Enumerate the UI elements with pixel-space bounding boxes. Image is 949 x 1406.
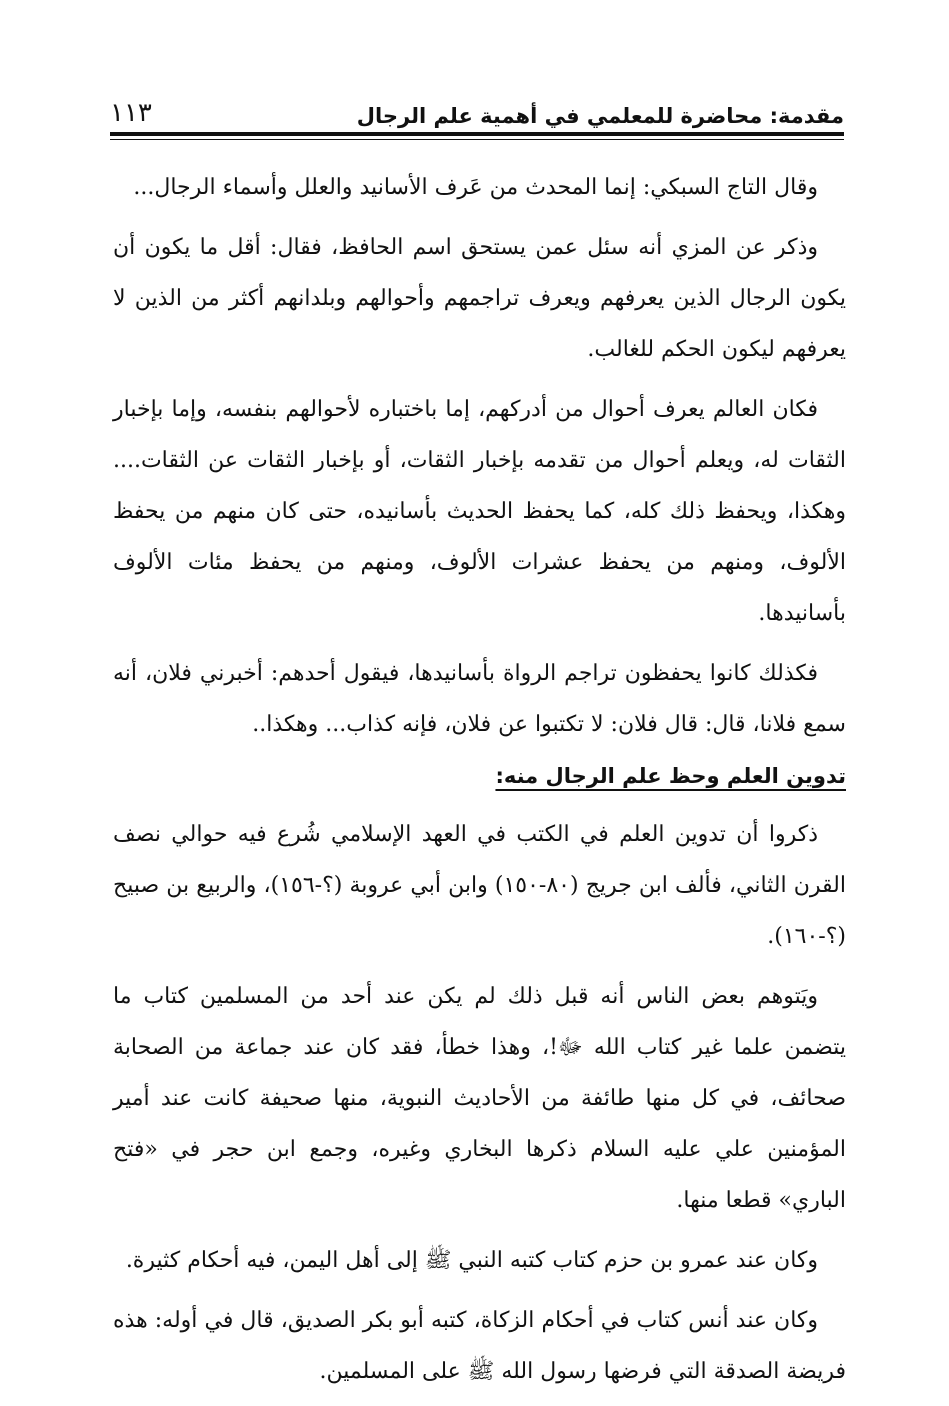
body-text: [113, 162, 846, 1406]
running-title: مقدمة: محاضرة للمعلمي في أهمية علم الرجال: [356, 104, 844, 128]
header-rule-thick: [110, 132, 844, 136]
paragraph-subki-quote: وقال التاج السبكي: إنما المحدث من عَرف الأسانيد والعلل وأسماء الرجال...: [133, 175, 818, 200]
paragraph-anas-zakat: وكان عند أنس كتاب في أحكام الزكاة، كتبه أبو بكر الصديق، قال في أوله: هذه فريضة الصدقة التي فرضها رسول الله ﷺ على المسلمين.: [113, 1308, 846, 1384]
page-number: ١١٣: [110, 98, 152, 128]
paragraph-tadwin-start: ذكروا أن تدوين العلم في الكتب في العهد الإسلامي شُرع فيه حوالي نصف القرن الثاني، فألف ابن جريج (٨٠-١٥٠) وابن أبي عروبة (؟-١٥٦)، والربيع بن صبيح (؟-١٦٠).: [113, 822, 846, 949]
paragraph-mizzi-hafiz: وذكر عن المزي أنه سئل عمن يستحق اسم الحافظ، فقال: أقل ما يكون أن يكون الرجال الذين يعرفهم ويعرف تراجمهم وأحوالهم وبلدانهم أكثر من الذين لا يعرفهم ليكون الحكم للغالب.: [113, 235, 846, 362]
paragraph-alim-ahwal: فكان العالم يعرف أحوال من أدركهم، إما باختباره لأحوالهم بنفسه، وإما بإخبار الثقات له، ويعلم أحوال من تقدمه بإخبار الثقات، أو بإخبار الثقات عن الثقات.... وهكذا، ويحفظ ذلك كله، كما يحفظ الحديث بأسانيده، حتى كان منهم من يحفظ الألوف، ومنهم من يحفظ عشرات الألوف، ومنهم من يحفظ مئات الألوف بأسانيدها.: [113, 397, 846, 626]
paragraph-amr-bin-hazm: وكان عند عمرو بن حزم كتاب كتبه النبي ﷺ إلى أهل اليمن، فيه أحكام كثيرة.: [125, 1248, 818, 1273]
page-header: [110, 84, 844, 130]
header-rule-thin: [110, 139, 844, 140]
section-heading: تدوين العلم وحظ علم الرجال منه:: [495, 764, 846, 788]
paragraph-sahaif: ويَتوهم بعض الناس أنه قبل ذلك لم يكن عند أحد من المسلمين كتاب ما يتضمن علما غير كتاب الله ﷻ!، وهذا خطأ، فقد كان عند جماعة من الصحابة صحائف، في كل منها طائفة من الأحاديث النبوية، منها صحيفة كانت عند أمير المؤمنين علي عليه السلام ذكرها البخاري وغيره، وجمع ابن حجر في «فتح الباري» قطعا منها.: [113, 984, 846, 1213]
paragraph-tarajim-ruwat: فكذلك كانوا يحفظون تراجم الرواة بأسانيدها، فيقول أحدهم: أخبرني فلان، أنه سمع فلانا، قال: قال فلان: لا تكتبوا عن فلان، فإنه كذاب... وهكذا..: [113, 661, 846, 737]
